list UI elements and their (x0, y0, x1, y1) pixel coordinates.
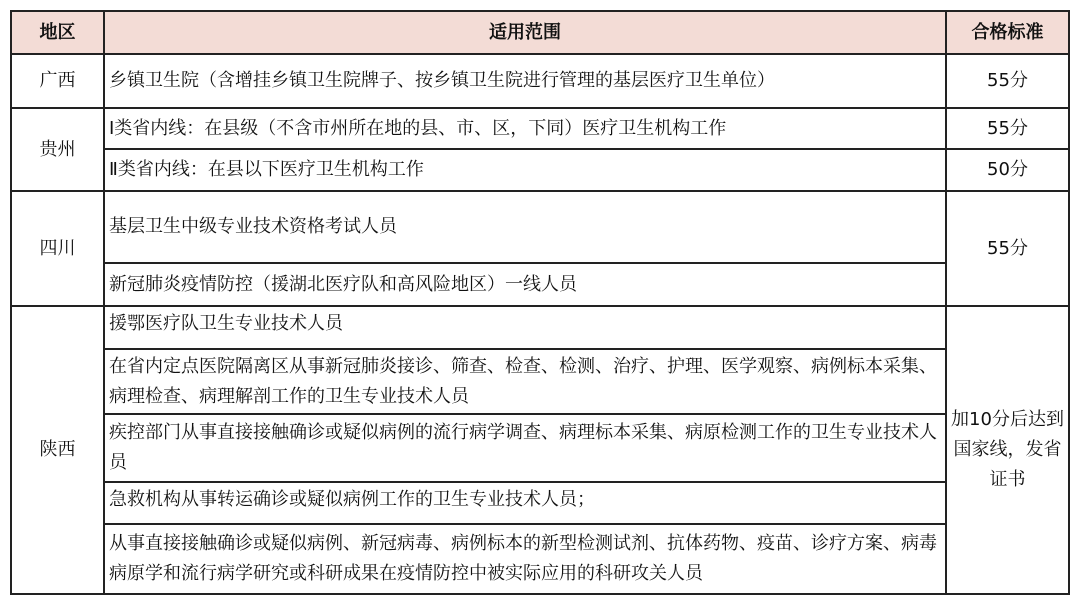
table-row (11, 108, 1069, 149)
scope-cell: 从事直接接触确诊或疑似病例、新冠病毒、病例标本的新型检测试剂、抗体药物、疫苗、诊疗方案、病毒病原学和流行病学研究或科研成果在疫情防控中被实际应用的科研攻关人员 (104, 524, 946, 594)
table-row (11, 349, 1069, 414)
table-row (11, 414, 1069, 482)
region-cell: 广西 (11, 54, 104, 108)
table-row (11, 306, 1069, 349)
table-row (11, 524, 1069, 594)
standard-cell: 55分 (946, 54, 1069, 108)
header-standard: 合格标准 (946, 11, 1069, 54)
header-region: 地区 (11, 11, 104, 54)
standard-cell: 50分 (946, 149, 1069, 191)
table-row (11, 149, 1069, 191)
scope-cell: Ⅰ类省内线：在县级（不含市州所在地的县、市、区，下同）医疗卫生机构工作 (104, 108, 946, 149)
qualification-table (10, 10, 1070, 595)
table-row (11, 54, 1069, 108)
scope-cell: 在省内定点医院隔离区从事新冠肺炎接诊、筛查、检查、检测、治疗、护理、医学观察、病例标本采集、病理检查、病理解剖工作的卫生专业技术人员 (104, 349, 946, 414)
scope-cell: 疾控部门从事直接接触确诊或疑似病例的流行病学调查、病理标本采集、病原检测工作的卫生专业技术人员 (104, 414, 946, 482)
table-row (11, 191, 1069, 263)
region-cell: 四川 (11, 191, 104, 306)
header-scope: 适用范围 (104, 11, 946, 54)
region-cell: 陕西 (11, 306, 104, 594)
scope-cell: 急救机构从事转运确诊或疑似病例工作的卫生专业技术人员； (104, 482, 946, 524)
header-row (11, 11, 1069, 54)
standard-cell: 加10分后达到国家线，发省证书 (946, 306, 1069, 594)
table-row (11, 482, 1069, 524)
scope-cell: 援鄂医疗队卫生专业技术人员 (104, 306, 946, 349)
scope-cell: 新冠肺炎疫情防控（援湖北医疗队和高风险地区）一线人员 (104, 263, 946, 306)
region-cell: 贵州 (11, 108, 104, 191)
scope-cell: 基层卫生中级专业技术资格考试人员 (104, 191, 946, 263)
standard-cell: 55分 (946, 108, 1069, 149)
scope-cell: Ⅱ类省内线：在县以下医疗卫生机构工作 (104, 149, 946, 191)
scope-cell: 乡镇卫生院（含增挂乡镇卫生院牌子、按乡镇卫生院进行管理的基层医疗卫生单位） (104, 54, 946, 108)
standard-cell: 55分 (946, 191, 1069, 306)
table-row (11, 263, 1069, 306)
